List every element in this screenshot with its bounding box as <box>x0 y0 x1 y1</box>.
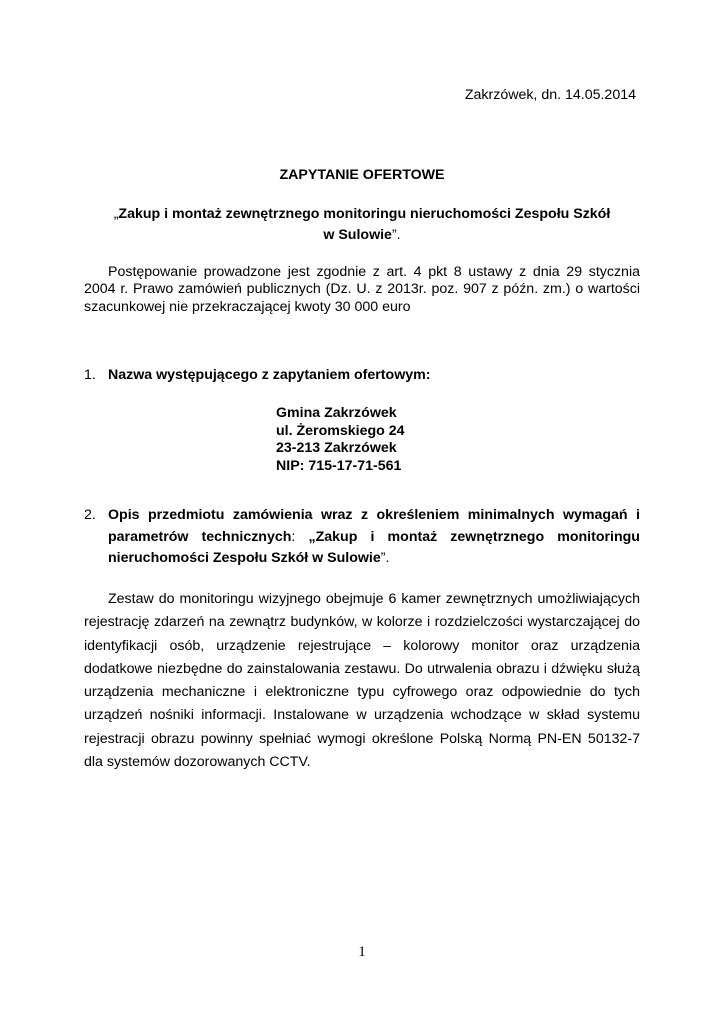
address-name: Gmina Zakrzówek <box>276 405 397 421</box>
section-2-close: ”. <box>380 550 390 566</box>
subject-title-part1: Zakup i montaż zewnętrznego monitoringu nieruchomości Zespołu Szkół <box>118 206 611 222</box>
document-title: ZAPYTANIE OFERTOWE <box>279 167 445 183</box>
address-street: ul. Żeromskiego 24 <box>276 422 405 439</box>
address-postal: 23-213 Zakrzówek <box>276 440 397 456</box>
section-2-title: Opis przedmiotu zamówienia wraz z określeniem minimalnych wymagań i parametrów technicznych <box>108 507 640 545</box>
section-2-text <box>108 505 640 570</box>
subject-open-quote: „ <box>113 206 119 222</box>
address-nip: NIP: 715-17-71-561 <box>276 457 402 474</box>
subject-title-part2: w Sulowie <box>323 227 392 243</box>
section-1-title: Nazwa występującego z zapytaniem ofertowym: <box>108 367 431 383</box>
section-2-colon: : <box>291 528 309 545</box>
date-line: Zakrzówek, dn. 14.05.2014 <box>464 87 636 103</box>
section-2-subject: „Zakup i montaż zewnętrznego monitoringu nieruchomości Zespołu Szkół w Sulowie <box>108 528 640 566</box>
page-number: 1 <box>358 944 366 960</box>
section-2-number: 2. <box>84 507 96 523</box>
subject-line <box>84 204 640 246</box>
description-paragraph: Zestaw do monitoringu wizyjnego obejmuje 6 kamer zewnętrznych umożliwiających rejestrację zdarzeń na zewnątrz budynków, w kolorze i rozdzielczości wystarczającej do identyfikacji osób, urządzenie rejestrujące – kolorowy monitor oraz urządzenia dodatkowe niezbędne do zainstalowania zestawu. Do utrwalenia obrazu i dźwięku służą urządzenia mechaniczne i elektroniczne typu cyfrowego oraz odpowiednie do tych urządzeń nośniki informacji. Instalowane w urządzenia wchodzące w skład systemu rejestracji obrazu powinny spełniać wymogi określone Polską Normą PN-EN 50132-7 dla systemów dozorowanych CCTV. <box>84 591 640 771</box>
section-2-heading <box>84 505 640 570</box>
section-1-number: 1. <box>84 367 96 383</box>
section-1-heading <box>84 367 430 384</box>
legal-basis-paragraph: Postępowanie prowadzone jest zgodnie z art. 4 pkt 8 ustawy z dnia 29 stycznia 2004 r. Prawo zamówień publicznych (Dz. U. z 2013r. poz. 907 z późn. zm.) o wartości szacunkowej nie przekraczającej kwoty 30 000 euro <box>84 264 640 315</box>
subject-close: ”. <box>391 227 401 243</box>
contracting-authority-address <box>276 405 405 475</box>
